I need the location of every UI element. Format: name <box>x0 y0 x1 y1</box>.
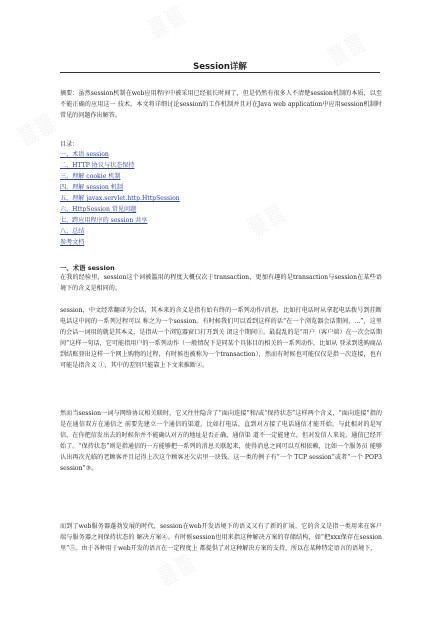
table-of-contents <box>60 149 180 248</box>
document-title: Session详解 <box>193 62 247 72</box>
section-1-heading: 一、术语 session <box>60 264 115 272</box>
toc-link-8[interactable]: 八、总结 <box>60 228 85 235</box>
body-paragraph-2: session，中文经常翻译为会话，其本来的含义是指有始有终的一系列动作/消息，比如打电话时从拿起电话拨号到挂断电话这中间的一系列过程可以 称之为一个session。有时候我们可以看到这样的话“在一个浏览器会话期间，...”，这里的会话一词用的就是其本义，是指从一个浏览器窗口打开到关 闭这个期间①。最混乱的是“用户（客户端）在一次会话期间”这样一句话，它可能指用户的一系列动作（一般情况下是同某个具体目的相关的一系列动作，比如从 登录到选购商品到结账登出这样一个网上购物的过程，有时候也被称为一个transaction），然而有时候也可能仅仅是指一次连接，也有可能是指含义 ①，其中的差别只能靠上下文来推断②。 <box>60 307 382 369</box>
watermark-3: ▒ ▒ <box>16 113 57 148</box>
body-paragraph-1: 在我的经验里，session这个词被滥用的程度大概仅次于transaction，更加有趣的是transaction与session在某些语境下的含义是相同的。 <box>60 274 382 292</box>
watermark-2: ▒ ▒ <box>326 33 367 68</box>
toc-link-4[interactable]: 四、理解 session 机制 <box>60 184 123 191</box>
abstract-paragraph: 摘要：虽然session机制在web应用程序中被采用已经很长时间了，但是仍然有很多人不清楚session机制的本质，以至不能正确的应用这一 技术。本文将详细讨论session的工作机制并且对在Java web application中应用session机制时常见的问题作出解答。 <box>60 90 382 119</box>
toc-link-2[interactable]: 二、HTTP 协议与状态保持 <box>60 162 135 169</box>
toc-link-3[interactable]: 三、理解 cookie 机制 <box>60 173 121 180</box>
body-paragraph-3: 然而当session一词与网络协议相关联时，它又往往隐含了“面向连接”和/或“保持状态”这样两个含义，“面向连接”指的是在通信双方在通信之 前要先建立一个通信的渠道，比如打电话，直到对方接了电话通信才能开始，与此相对的是写信，在你把信发出去的时候你并不能确认对方的地址是否正确，通信渠 道不一定能建立，但对发信人来说，通信已经开始了。“保持状态”则是指通信的一方能够把一系列的消息关联起来，使得消息之间可以互相依赖，比如一个服务员 能够认出再次光临的老顾客并且记得上次这个顾客还欠店里一块钱。这一类的例子有“一个 TCP session”或者“一个 POP3 session”③。 <box>60 410 382 472</box>
toc-link-9[interactable]: 参考文档 <box>60 239 85 246</box>
watermark-5: ▒ ▒ <box>76 323 117 358</box>
toc-item[interactable] <box>60 215 180 226</box>
toc-item[interactable] <box>60 182 180 193</box>
title-rule <box>60 72 380 73</box>
toc-link-1[interactable]: 一、术语 session <box>60 151 109 158</box>
toc-item[interactable] <box>60 149 180 160</box>
watermark-7: ▒ ▒ <box>156 553 197 588</box>
watermark-4: ▒ ▒ <box>246 203 287 238</box>
toc-item[interactable] <box>60 237 180 248</box>
body-paragraph-4: 而到了web服务器蓬勃发展的时代，session在web开发语境下的语义又有了新的扩展，它的含义是指一类用来在客户端与服务器之间保持状态的 解决方案④。有时候session也用来指这种解决方案的存储结构，如“把xxx保存在session里”⑤。由于各种用于web开发的语言在一定程度上 都提供了对这种解决方案的支持，所以在某种特定语言的语境下， <box>60 523 382 552</box>
toc-item[interactable] <box>60 204 180 215</box>
toc-item[interactable] <box>60 160 180 171</box>
toc-item[interactable] <box>60 171 180 182</box>
toc-link-7[interactable]: 七、跨应用程序的 session 共享 <box>60 217 148 224</box>
toc-heading: 目录： <box>60 141 79 148</box>
toc-link-6[interactable]: 六、HttpSession 常见问题 <box>60 206 137 213</box>
watermark-1: ▒ ▒ <box>146 5 187 40</box>
toc-item[interactable] <box>60 193 180 204</box>
watermark-6: ▒ ▒ <box>346 413 387 448</box>
toc-link-5[interactable]: 五、理解 javax.servlet.http.HttpSession <box>60 195 180 202</box>
toc-item[interactable] <box>60 226 180 237</box>
